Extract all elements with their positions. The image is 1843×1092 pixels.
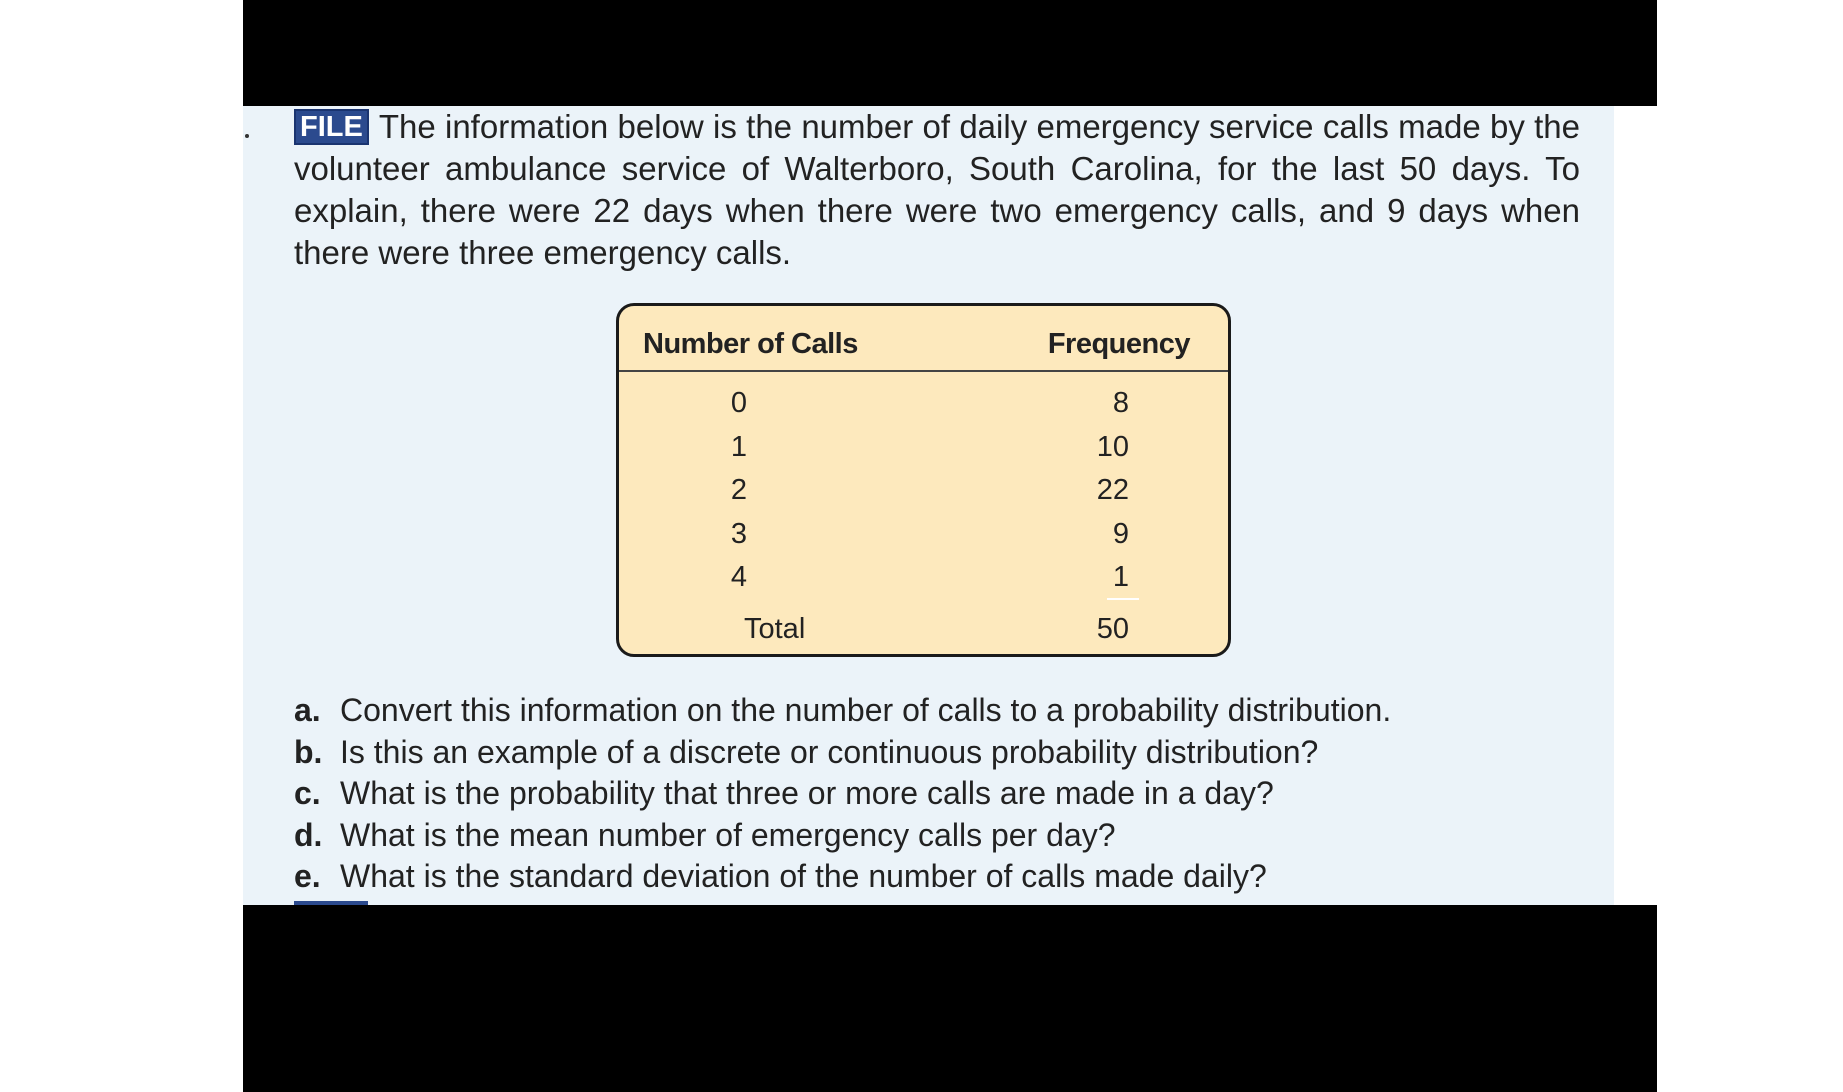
question-letter: a.: [294, 692, 321, 728]
list-item: [294, 815, 1594, 857]
header-frequency: Frequency: [1047, 328, 1190, 360]
header-rule: [619, 370, 1228, 372]
frequency-table: [616, 303, 1231, 657]
question-list: [294, 690, 1594, 898]
table-cell-frequency: 10: [1096, 431, 1129, 463]
question-letter: e.: [294, 858, 321, 894]
header-number-of-calls: Number of Calls: [643, 328, 858, 360]
file-badge[interactable]: FILE: [294, 109, 369, 145]
table-cell-frequency: 1: [1112, 561, 1129, 593]
table-cell-calls: 1: [730, 431, 748, 463]
table-cell-calls: 3: [730, 518, 748, 550]
question-text: Is this an example of a discrete or continuous probability distribution?: [340, 733, 1319, 770]
list-item: [294, 690, 1594, 732]
question-text: What is the probability that three or more calls are made in a day?: [340, 775, 1274, 811]
question-letter: c.: [294, 775, 321, 811]
question-letter: b.: [294, 733, 323, 770]
table-cell-frequency: 8: [1112, 387, 1129, 419]
total-label: Total: [744, 613, 806, 645]
letterbox-bottom: [243, 905, 1657, 1092]
table-cell-frequency: 22: [1096, 474, 1129, 506]
question-letter: d.: [294, 816, 323, 853]
total-value: 50: [1096, 613, 1129, 645]
problem-statement: [294, 106, 1580, 274]
bullet-dot: [245, 134, 249, 138]
list-item: [294, 732, 1594, 774]
question-text: Convert this information on the number of calls to a probability distribution.: [340, 692, 1392, 728]
table-cell-calls: 4: [730, 561, 748, 593]
sum-rule: [1107, 598, 1139, 600]
list-item: [294, 856, 1594, 898]
table-cell-calls: 0: [730, 387, 748, 419]
problem-text: The information below is the number of daily emergency service calls made by the volunteer ambulance service of Walterboro, South Carolina, for the last 50 days. To explain, there were 22 days when there were two emergency calls, and 9 days when there were three emergency calls.: [294, 108, 1580, 271]
question-text: What is the standard deviation of the number of calls made daily?: [340, 858, 1267, 894]
question-text: What is the mean number of emergency calls per day?: [340, 816, 1116, 853]
letterbox-top: [243, 0, 1657, 106]
table-cell-frequency: 9: [1112, 518, 1129, 550]
table-cell-calls: 2: [730, 474, 748, 506]
red-margin-mark: [244, 887, 254, 905]
list-item: [294, 773, 1594, 815]
